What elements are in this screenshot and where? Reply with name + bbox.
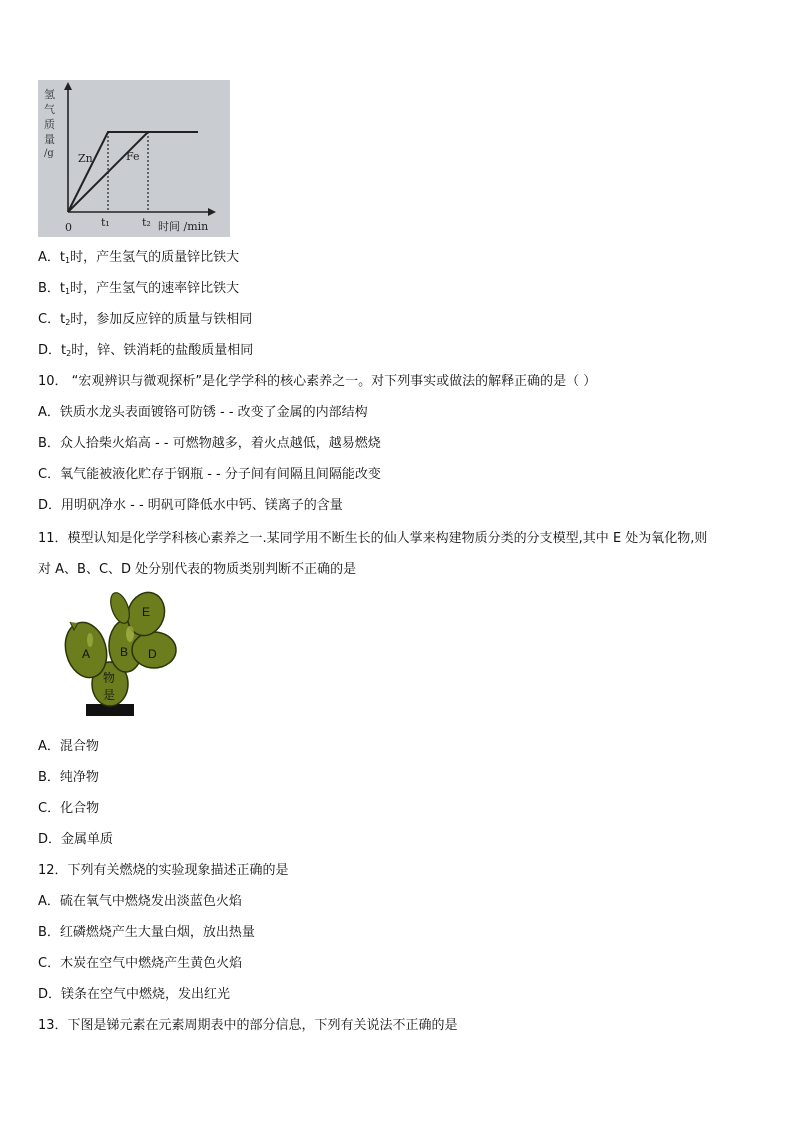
q9-option-d: D．$t_2$时，锌、铁消耗的盐酸质量相同: [38, 343, 254, 358]
ylabel-char-2: 质: [44, 118, 55, 131]
hydrogen-mass-chart: [38, 80, 230, 237]
zn-label: Zn: [78, 152, 93, 165]
q12-option-d: D．镁条在空气中燃烧，发出红光: [38, 987, 231, 1002]
cactus-label-wu: 物: [103, 671, 116, 685]
t1-label: t₁: [101, 216, 110, 229]
q9-option-a: A．$t_1$时，产生氢气的质量锌比铁大: [38, 250, 240, 265]
q11-option-c: C．化合物: [38, 801, 100, 816]
cactus-highlight-2: [87, 633, 93, 647]
q10-option-a: A．铁质水龙头表面镀铬可防锈 - - 改变了金属的内部结构: [38, 405, 368, 420]
cactus-highlight-1: [126, 626, 134, 642]
q12-option-c: C．木炭在空气中燃烧产生黄色火焰: [38, 956, 243, 971]
cactus-label-d: D: [148, 647, 157, 661]
q11-stem-line2: 对 A、B、C、D 处分别代表的物质类别判断不正确的是: [38, 562, 357, 577]
cactus-label-a: A: [82, 647, 91, 661]
xlabel: 时间 /min: [158, 220, 209, 233]
q9-option-b: B．$t_1$时，产生氢气的速率锌比铁大: [38, 281, 240, 296]
q10-option-c: C．氧气能被液化贮存于钢瓶 - - 分子间有间隔且间隔能改变: [38, 467, 381, 482]
q11-option-b: B．纯净物: [38, 770, 99, 785]
ylabel-char-3: 量: [44, 133, 55, 146]
cactus-classification-figure: [50, 588, 185, 720]
cactus-label-shi: 是: [103, 688, 116, 702]
cactus-label-e: E: [142, 605, 151, 619]
q10-stem: 10． “宏观辨识与微观探析”是化学学科的核心素养之一。对下列事实或做法的解释正确的是（ ）: [38, 374, 597, 389]
q10-option-d: D．用明矾净水 - - 明矾可降低水中钙、镁离子的含量: [38, 498, 343, 513]
cactus-label-b: B: [120, 645, 129, 659]
t2-label: t₂: [142, 216, 151, 229]
fe-label: Fe: [126, 150, 140, 163]
origin-label: 0: [65, 221, 72, 234]
ylabel-char-4: /g: [44, 148, 54, 159]
q10-option-b: B．众人拾柴火焰高 - - 可燃物越多，着火点越低，越易燃烧: [38, 436, 381, 451]
ylabel-char-1: 气: [44, 103, 55, 116]
q12-option-a: A．硫在氧气中燃烧发出淡蓝色火焰: [38, 894, 242, 909]
q12-option-b: B．红磷燃烧产生大量白烟，放出热量: [38, 925, 255, 940]
q13-stem: 13．下图是锑元素在元素周期表中的部分信息，下列有关说法不正确的是: [38, 1018, 458, 1033]
q11-option-a: A．混合物: [38, 739, 99, 754]
ylabel-char-0: 氢: [44, 88, 55, 101]
q9-option-c: C．$t_2$时，参加反应锌的质量与铁相同: [38, 312, 253, 327]
q11-option-d: D．金属单质: [38, 832, 114, 847]
q11-stem-line1: 11．模型认知是化学学科核心素养之一.某同学用不断生长的仙人掌来构建物质分类的分支模型,其中 E 处为氧化物,则: [38, 531, 708, 546]
q12-stem: 12．下列有关燃烧的实验现象描述正确的是: [38, 863, 289, 878]
